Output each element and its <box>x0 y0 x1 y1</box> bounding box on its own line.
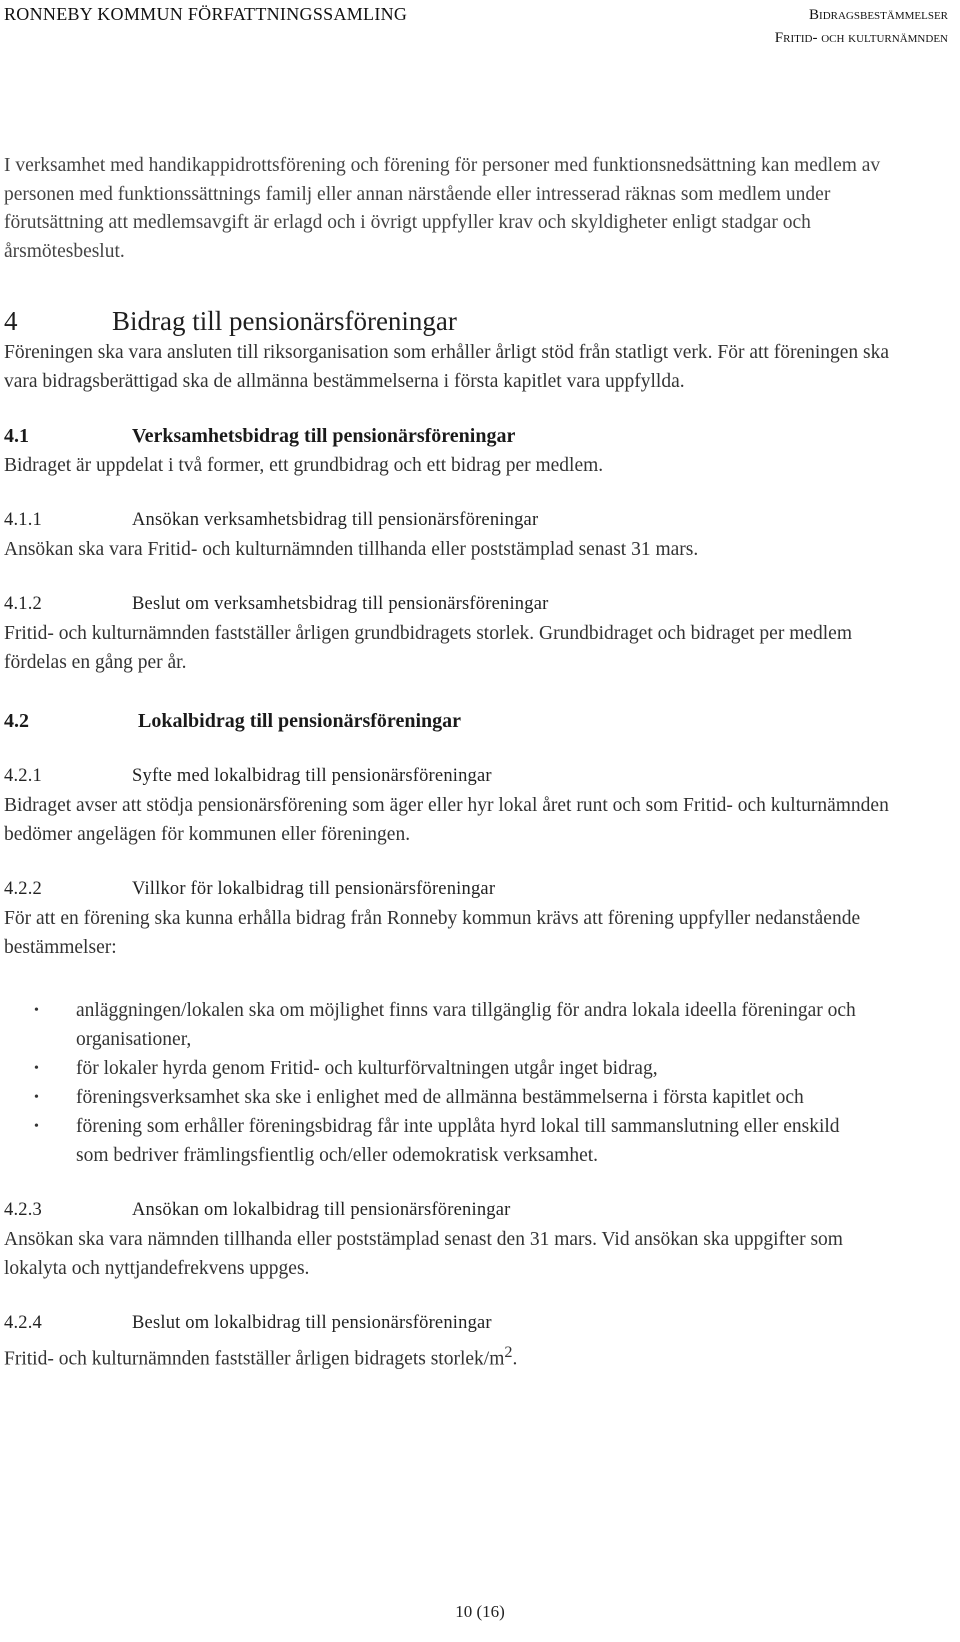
section-title: Beslut om verksamhetsbidrag till pensionärsföreningar <box>132 594 549 614</box>
section-4-1-2-heading <box>4 590 954 619</box>
section-4-2-2-heading <box>4 875 954 904</box>
list-item <box>4 1054 954 1083</box>
section-4-1-1-body: Ansökan ska vara Fritid- och kulturnämnden tillhanda eller poststämplad senast 31 mars. <box>4 539 699 560</box>
requirements-list <box>4 996 954 1170</box>
list-item <box>4 1083 954 1112</box>
bullet-icon: • <box>34 1003 39 1018</box>
section-4-2-4-heading <box>4 1309 954 1338</box>
list-item-text: föreningsverksamhet ska ske i enlighet med de allmänna bestämmelserna i första kapitlet och <box>76 1087 804 1108</box>
section-number: 4 <box>4 306 18 336</box>
section-4-body: Föreningen ska vara ansluten till riksorganisation som erhåller årligt stöd från statligt verk. För att föreningen ska vara bidragsberättigad ska de allmänna bestämmelserna i första kapitlet vara uppfyllda. <box>4 342 890 392</box>
section-number: 4.1 <box>4 425 29 447</box>
header-committee-name: Fritid- och kulturnämnden <box>774 30 948 46</box>
superscript-exponent: 2 <box>504 1343 513 1361</box>
section-number: 4.2.1 <box>4 766 42 786</box>
section-4-2-4-text: Fritid- och kulturnämnden fastställer årligen bidragets storlek/m <box>4 1348 505 1370</box>
section-4-2-heading <box>4 707 954 736</box>
section-4-1-heading <box>4 422 954 451</box>
section-4-1-body: Bidraget är uppdelat i två former, ett grundbidrag och ett bidrag per medlem. <box>4 455 604 476</box>
page-number: 10 (16) <box>455 1602 505 1621</box>
list-item <box>4 996 954 1054</box>
section-4-1-1-heading <box>4 506 954 535</box>
list-item <box>4 1112 954 1170</box>
section-number: 4.2.4 <box>4 1313 42 1333</box>
section-number: 4.2.3 <box>4 1200 42 1220</box>
section-4-2-1-body: Bidraget avser att stödja pensionärsförening som äger eller hyr lokal året runt och som Fritid- och kulturnämnden bedömer angelägen för kommunen eller föreningen. <box>4 795 889 845</box>
intro-paragraph: I verksamhet med handikappidrottsförening och förening för personer med funktionsnedsättning kan medlem av personen med funktionssättnings familj eller annan närstående eller intresserad räknas som medlem under förutsättning att medlemsavgift är erlagd och i övrigt uppfyller krav och skyldigheter enligt stadgar och årsmötesbeslut. <box>4 155 881 262</box>
header-title: RONNEBY KOMMUN FÖRFATTNINGSSAMLING <box>4 4 408 24</box>
section-title: Lokalbidrag till pensionärsföreningar <box>138 710 462 732</box>
document-body <box>4 152 954 1374</box>
section-title: Villkor för lokalbidrag till pensionärsföreningar <box>132 879 496 899</box>
section-title: Ansökan om lokalbidrag till pensionärsföreningar <box>132 1200 511 1220</box>
header-document-info <box>775 4 948 50</box>
section-4-2-2-body: För att en förening ska kunna erhålla bidrag från Ronneby kommun krävs att förening uppfyller nedanstående bestämmelser: <box>4 908 861 958</box>
section-4-2-1-heading <box>4 762 954 791</box>
section-4-2-3-heading <box>4 1196 954 1225</box>
section-4-1-2-body: Fritid- och kulturnämnden fastställer årligen grundbidragets storlek. Grundbidraget och bidraget per medlem fördelas en gång per år. <box>4 623 853 673</box>
section-4-2-3-body: Ansökan ska vara nämnden tillhanda eller poststämplad senast den 31 mars. Vid ansökan ska uppgifter som lokalyta och nyttjandefrekvens uppges. <box>4 1229 843 1279</box>
header-document-name: Bidragsbestämmelser <box>809 7 948 23</box>
section-title: Syfte med lokalbidrag till pensionärsföreningar <box>132 766 492 786</box>
section-title: Beslut om lokalbidrag till pensionärsföreningar <box>132 1313 492 1333</box>
bullet-icon: • <box>34 1061 39 1076</box>
sentence-end: . <box>512 1348 518 1370</box>
list-item-text: förening som erhåller föreningsbidrag får inte upplåta hyrd lokal till sammanslutning eller enskild som bedriver främlingsfientlig och/eller odemokratisk verksamhet. <box>76 1116 840 1166</box>
section-title: Bidrag till pensionärsföreningar <box>112 306 457 336</box>
section-4-heading <box>4 304 954 338</box>
bullet-icon: • <box>34 1119 39 1134</box>
bullet-icon: • <box>34 1090 39 1105</box>
section-number: 4.1.1 <box>4 510 42 530</box>
section-4-2-4-body <box>4 1338 904 1374</box>
section-number: 4.2 <box>4 710 29 732</box>
section-title: Verksamhetsbidrag till pensionärsföreningar <box>132 425 516 447</box>
list-item-text: anläggningen/lokalen ska om möjlighet finns vara tillgänglig för andra lokala ideella föreningar och organisationer, <box>76 1000 856 1050</box>
section-number: 4.1.2 <box>4 594 42 614</box>
section-title: Ansökan verksamhetsbidrag till pensionärsföreningar <box>132 510 539 530</box>
section-number: 4.2.2 <box>4 879 42 899</box>
list-item-text: för lokaler hyrda genom Fritid- och kulturförvaltningen utgår inget bidrag, <box>76 1058 658 1079</box>
